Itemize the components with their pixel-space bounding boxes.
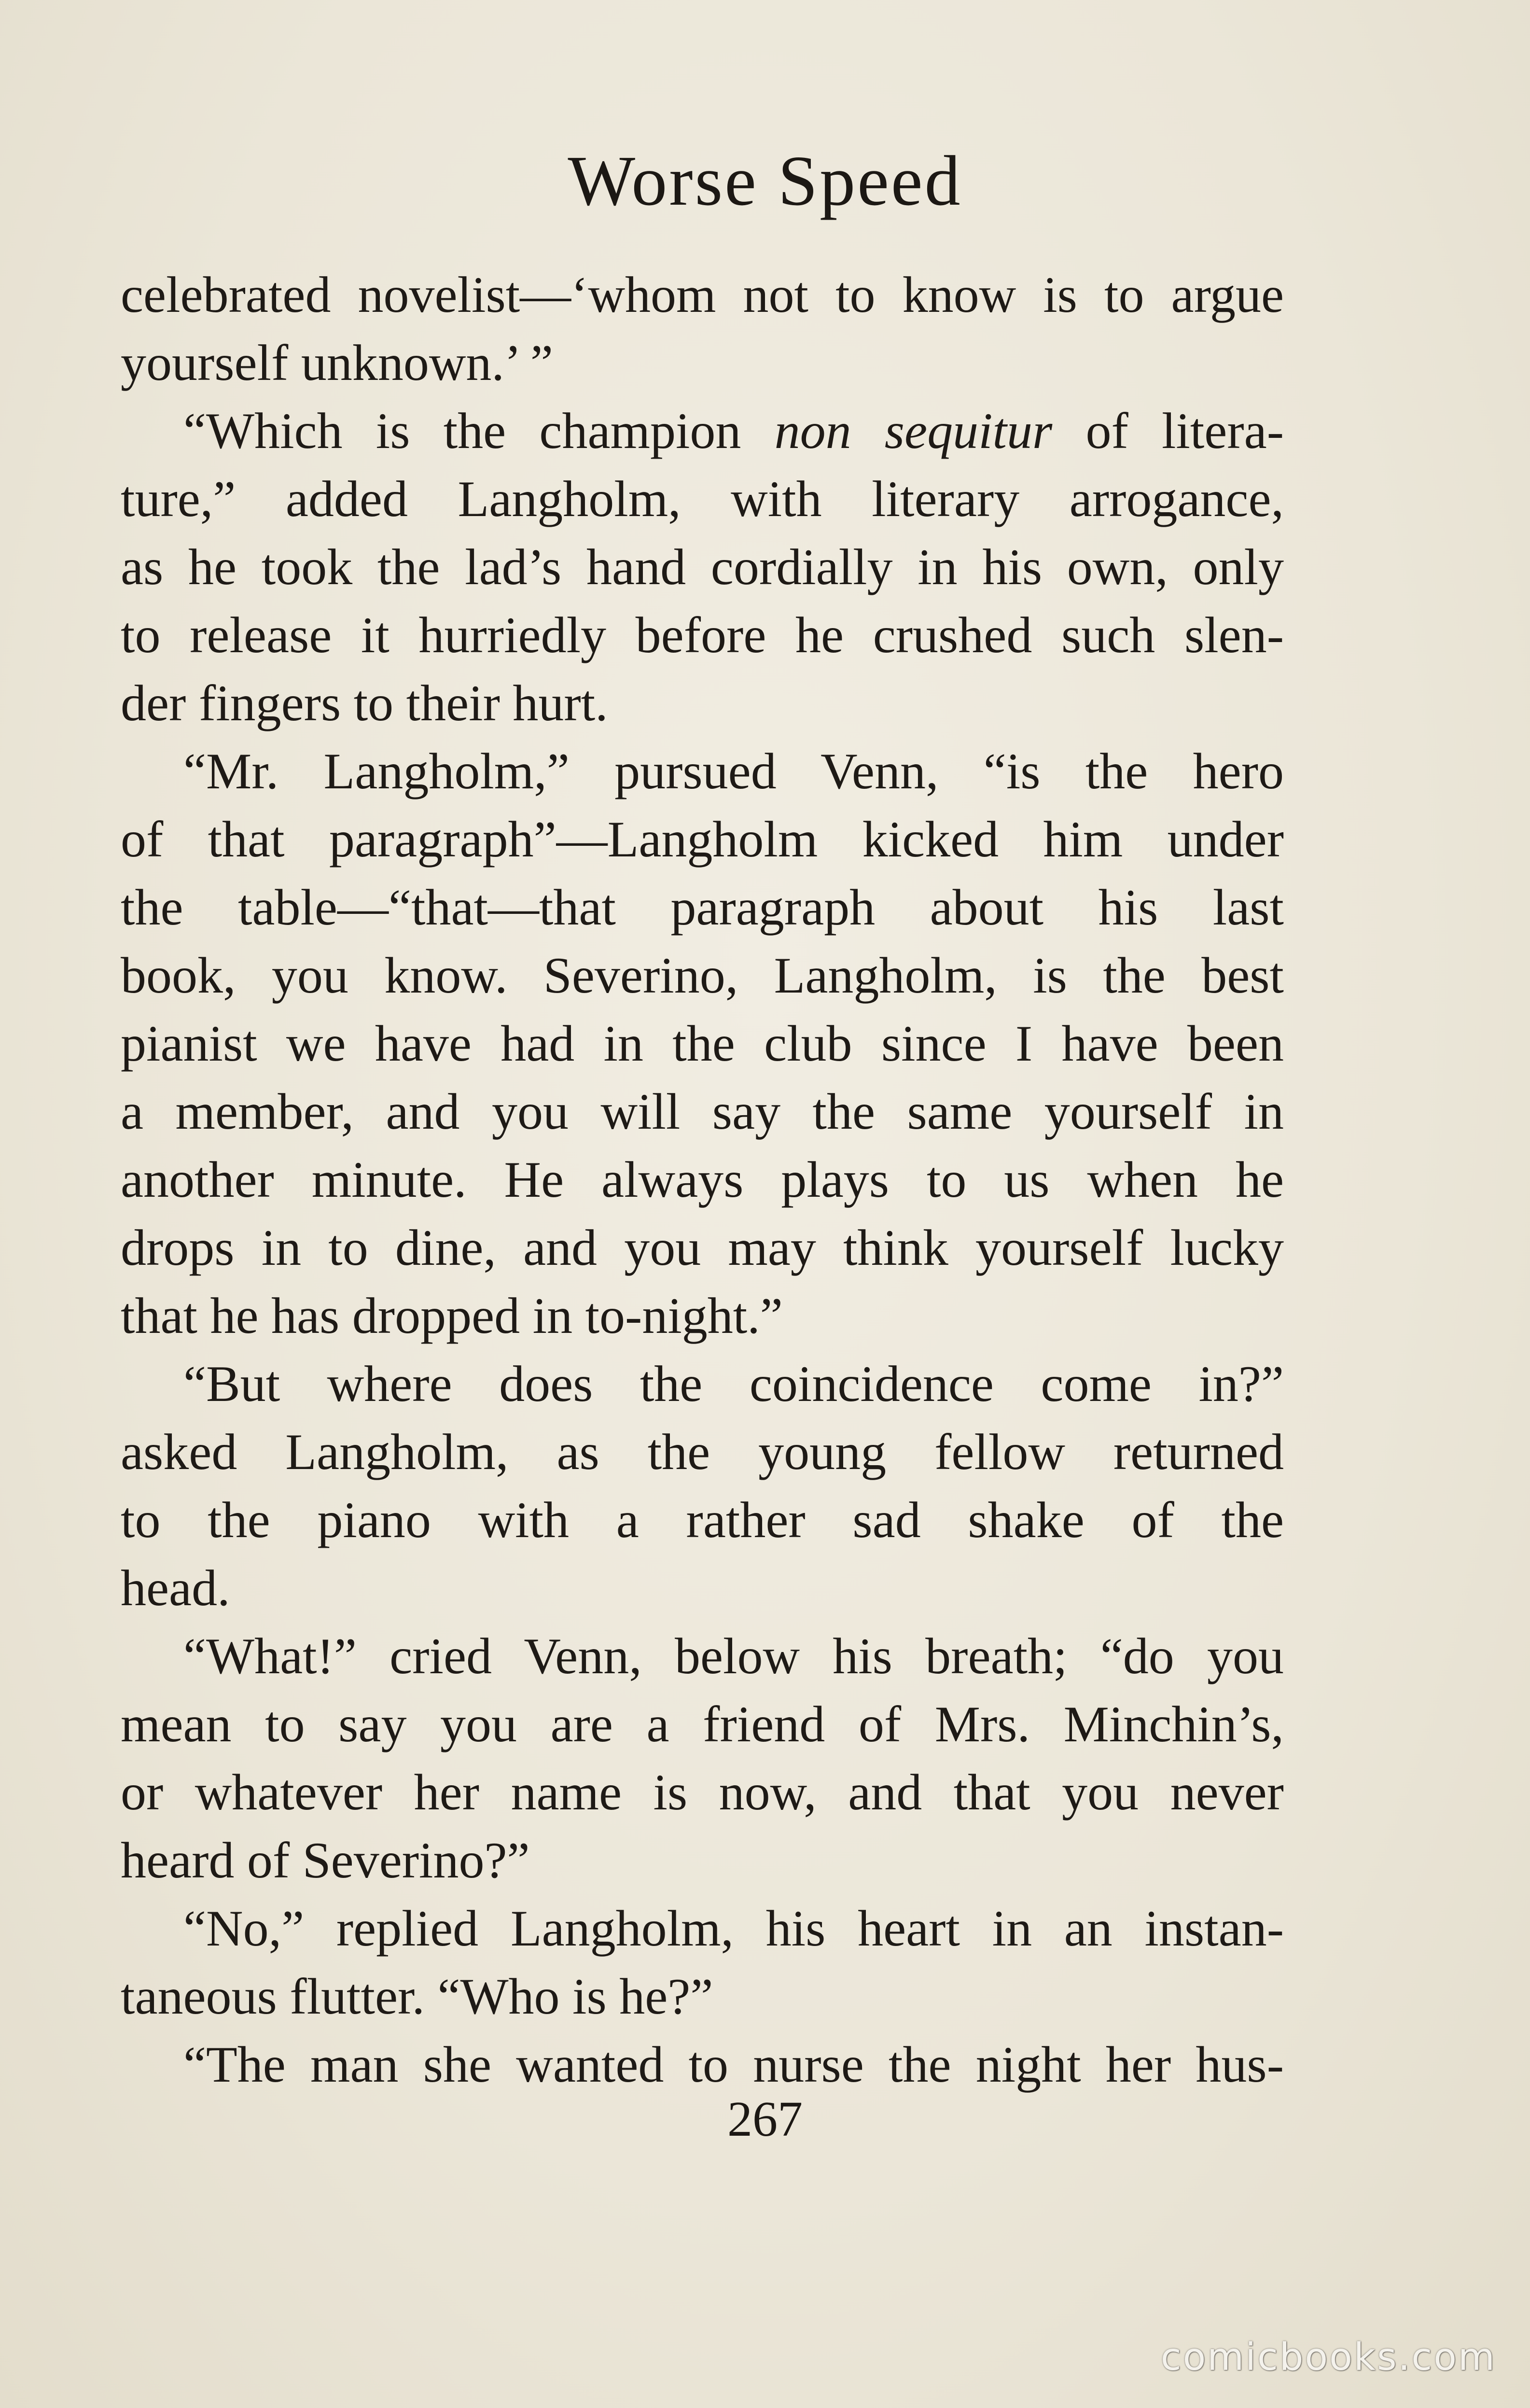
text-line: “No,” replied Langholm, his heart in an instan- — [183, 1900, 1284, 1957]
text-line: “Which is the champion non sequitur of litera- — [183, 403, 1284, 459]
text-line: pianist we have had in the club since I have been — [121, 1015, 1284, 1072]
text-line: drops in to dine, and you may think yourself lucky — [121, 1219, 1284, 1276]
text-line: yourself unknown.’ ” — [121, 335, 553, 391]
italic-phrase: non sequitur — [774, 403, 1053, 459]
text-line: as he took the lad’s hand cordially in his own, only — [121, 539, 1284, 595]
text-line: that he has dropped in to-night.” — [121, 1288, 783, 1344]
text-line: a member, and you will say the same yourself in — [121, 1083, 1284, 1140]
text-line: book, you know. Severino, Langholm, is the best — [121, 947, 1284, 1004]
text-line: asked Langholm, as the young fellow returned — [121, 1424, 1284, 1480]
text-line: heard of Severino?” — [121, 1832, 530, 1889]
running-head: Worse Speed — [568, 141, 962, 221]
text-line: celebrated novelist—‘whom not to know is to argue — [121, 266, 1284, 323]
text-line: or whatever her name is now, and that you never — [121, 1764, 1284, 1820]
text-line: to release it hurriedly before he crushed such slen- — [121, 607, 1284, 663]
text-line: head. — [121, 1560, 230, 1616]
text-line: “The man she wanted to nurse the night her hus- — [183, 2036, 1284, 2093]
page-number: 267 — [727, 2091, 803, 2147]
text-line: mean to say you are a friend of Mrs. Minchin’s, — [121, 1696, 1284, 1752]
text-line: “What!” cried Venn, below his breath; “do you — [183, 1628, 1284, 1684]
body-text — [121, 261, 1284, 2099]
text-line: “But where does the coincidence come in?” — [183, 1356, 1284, 1412]
text-line: “Mr. Langholm,” pursued Venn, “is the hero — [183, 743, 1284, 799]
text-line: of that paragraph”—Langholm kicked him under — [121, 811, 1284, 868]
text-line: ture,” added Langholm, with literary arrogance, — [121, 471, 1284, 527]
text-line: der fingers to their hurt. — [121, 675, 608, 731]
text-line: another minute. He always plays to us when he — [121, 1151, 1284, 1208]
text-line: to the piano with a rather sad shake of the — [121, 1492, 1284, 1548]
watermark: comicbooks.com — [1160, 2336, 1496, 2379]
text-line: taneous flutter. “Who is he?” — [121, 1968, 713, 2025]
text-line: the table—“that—that paragraph about his last — [121, 879, 1284, 936]
